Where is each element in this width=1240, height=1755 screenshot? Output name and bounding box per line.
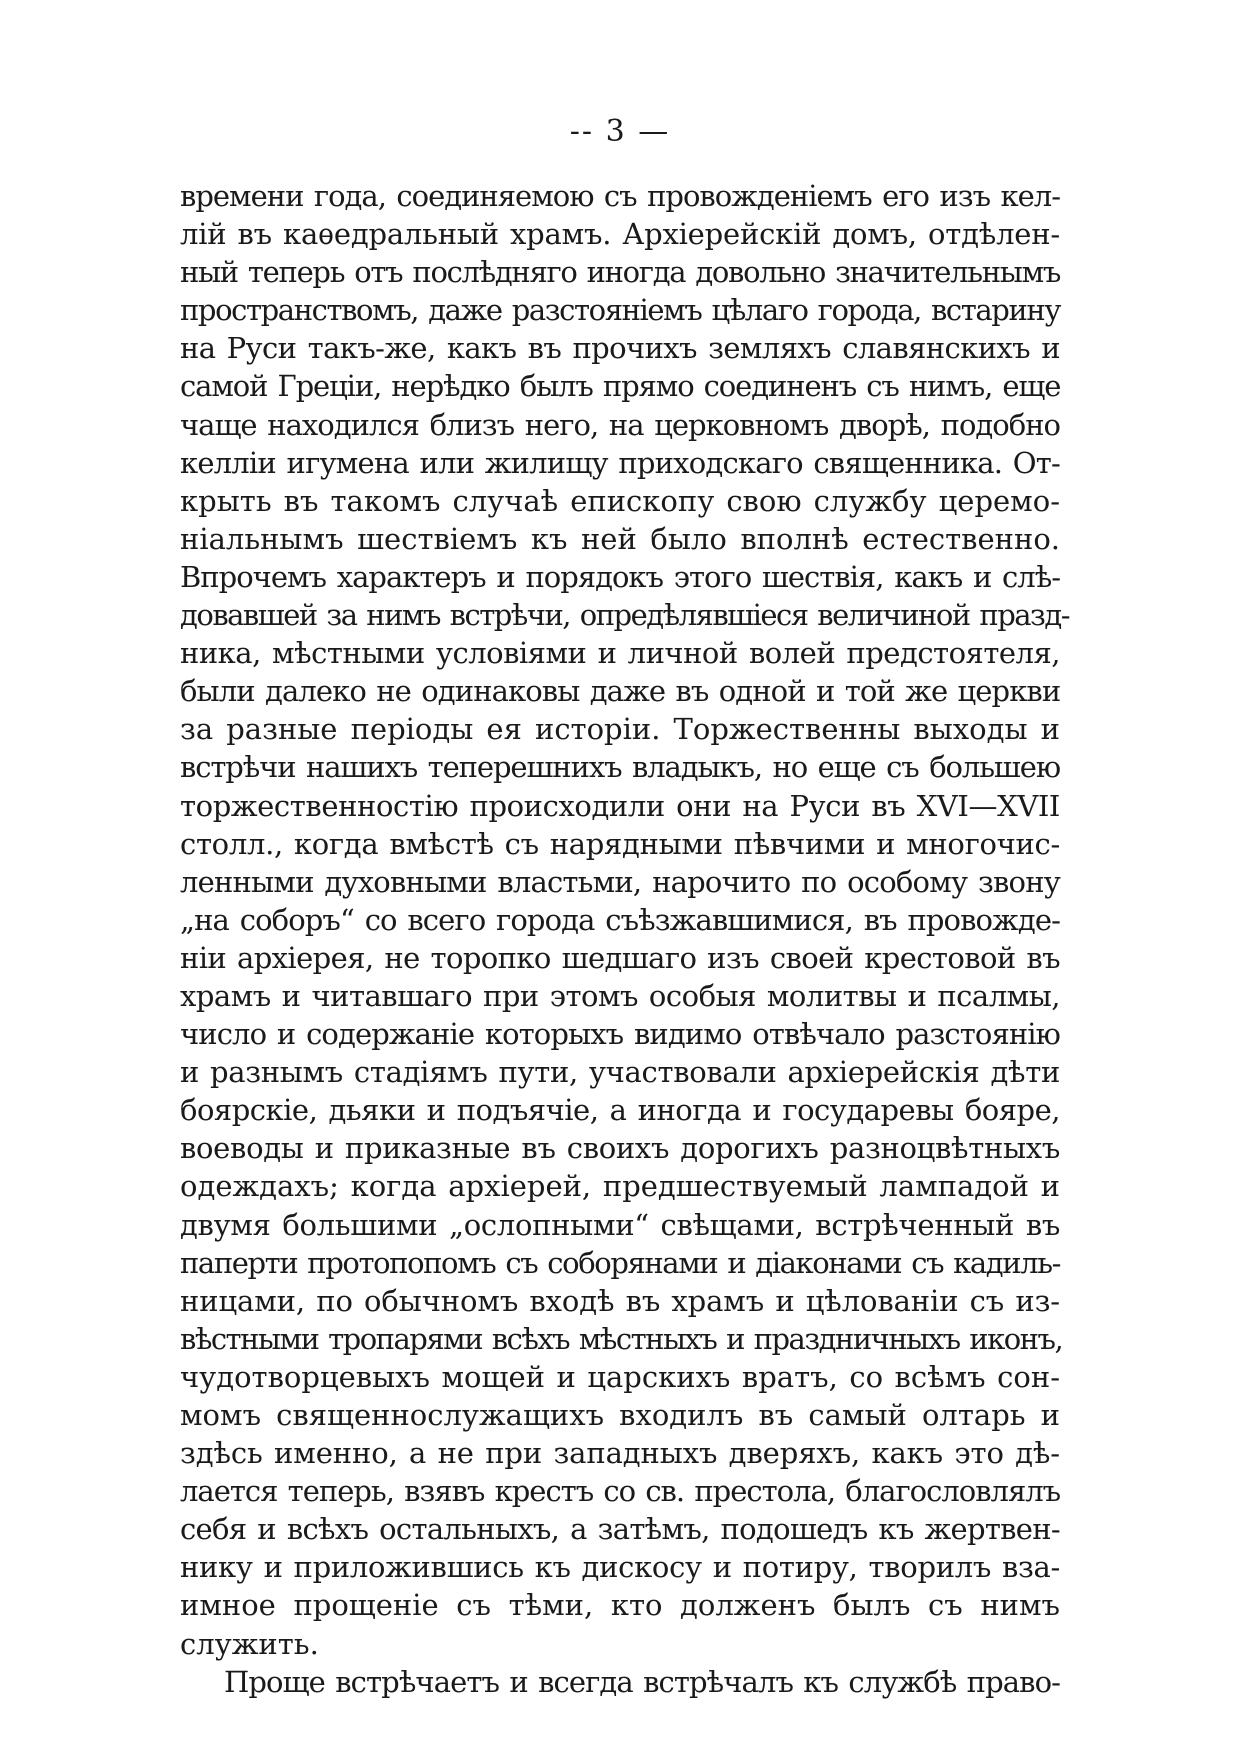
text-line: довавшей за нимъ встрѣчи, опредѣлявшіеся величиной празд- bbox=[180, 598, 1070, 633]
text-line: имное прощеніе съ тѣми, кто долженъ былъ съ нимъ bbox=[180, 1588, 1060, 1623]
text-line: момъ священнослужащихъ входилъ въ самый олтарь и bbox=[180, 1398, 1060, 1432]
text-line: боярскіе, дьяки и подъячіе, а иногда и государевы бояре, bbox=[180, 1093, 1060, 1128]
text-line: ніальнымъ шествіемъ къ ней было вполнѣ естественно. bbox=[180, 521, 1060, 556]
text-line: храмъ и читавшаго при этомъ особыя молитвы и псалмы, bbox=[180, 978, 1060, 1013]
text-line: Впрочемъ характеръ и порядокъ этого шествія, какъ и слѣ- bbox=[180, 559, 1060, 594]
text-line: крыть въ такомъ случаѣ епископу свою службу церемо- bbox=[180, 483, 1060, 518]
text-line: число и содержаніе которыхъ видимо отвѣчало разстоянію bbox=[180, 1017, 1060, 1052]
text-line: ленными духовными властьми, нарочито по особому звону bbox=[180, 864, 1060, 899]
text-line: встрѣчи нашихъ теперешнихъ владыкъ, но еще съ большею bbox=[180, 750, 1060, 785]
text-line: ный теперь отъ послѣдняго иногда довольно значительнымъ bbox=[180, 255, 1060, 290]
text-line: ніи архіерея, не торопко шедшаго изъ своей крестовой въ bbox=[180, 940, 1060, 975]
text-line: самой Греціи, нерѣдко былъ прямо соединенъ съ нимъ, еще bbox=[180, 369, 1061, 404]
text-line: нику и приложившись къ дискосу и потиру, творилъ вза- bbox=[180, 1550, 1060, 1585]
text-line: столл., когда вмѣстѣ съ нарядными пѣвчими и многочис- bbox=[180, 826, 1060, 861]
text-line: „на соборъ“ со всего города съѣзжавшимися, въ провожде- bbox=[180, 902, 1060, 937]
page-number: -- 3 — bbox=[569, 114, 671, 149]
text-line: воеводы и приказные въ своихъ дорогихъ разноцвѣтныхъ bbox=[180, 1131, 1060, 1166]
text-line: ницами, по обычномъ входѣ въ храмъ и цѣлованіи съ из- bbox=[180, 1283, 1060, 1318]
text-line: одеждахъ; когда архіерей, предшествуемый лампадой и bbox=[180, 1169, 1060, 1204]
text-line: были далеко не одинаковы даже въ одной и той же церкви bbox=[180, 674, 1061, 709]
text-line: чудотворцевыхъ мощей и царскихъ вратъ, со всѣмъ сон- bbox=[180, 1359, 1060, 1394]
text-line: здѣсь именно, а не при западныхъ дверяхъ, какъ это дѣ- bbox=[180, 1436, 1060, 1471]
text-line: на Руси такъ-же, какъ въ прочихъ земляхъ славянскихъ и bbox=[180, 331, 1060, 366]
text-line: торжественностію происходили они на Руси въ XVI—XVII bbox=[180, 788, 1060, 823]
text-line: келліи игумена или жилищу приходскаго священника. От- bbox=[180, 445, 1060, 480]
text-line: за разные періоды ея исторіи. Торжественны выходы и bbox=[180, 712, 1060, 747]
text-line: ника, мѣстными условіями и личной волей предстоятеля, bbox=[180, 636, 1060, 671]
text-line: пространствомъ, даже разстояніемъ цѣлаго города, встарину bbox=[180, 293, 1060, 328]
text-line: вѣстными тропарями всѣхъ мѣстныхъ и праздничныхъ иконъ, bbox=[180, 1321, 1063, 1356]
text-line: себя и всѣхъ остальныхъ, а затѣмъ, подошедъ къ жертвен- bbox=[180, 1512, 1060, 1547]
text-line: и разнымъ стадіямъ пути, участвовали архіерейскія дѣти bbox=[180, 1055, 1060, 1090]
paragraph-end-line: служить. bbox=[180, 1626, 319, 1661]
text-line: лій въ каѳедральный храмъ. Архіерейскій домъ, отдѣлен- bbox=[180, 217, 1060, 252]
text-line: времени года, соединяемою съ провожденіемъ его изъ кел- bbox=[180, 179, 1060, 213]
text-line: чаще находился близъ него, на церковномъ дворѣ, подобно bbox=[180, 407, 1060, 442]
text-line: лается теперь, взявъ крестъ со св. престола, благословлялъ bbox=[180, 1474, 1061, 1509]
text-line: двумя большими „ослопными“ свѣщами, встрѣченный въ bbox=[180, 1207, 1060, 1242]
paragraph-start-line: Проще встрѣчаетъ и всегда встрѣчалъ къ службѣ право- bbox=[224, 1664, 1061, 1699]
body-text bbox=[180, 177, 1070, 1701]
text-line: паперти протопопомъ съ соборянами и діаконами съ кадиль- bbox=[180, 1245, 1060, 1280]
